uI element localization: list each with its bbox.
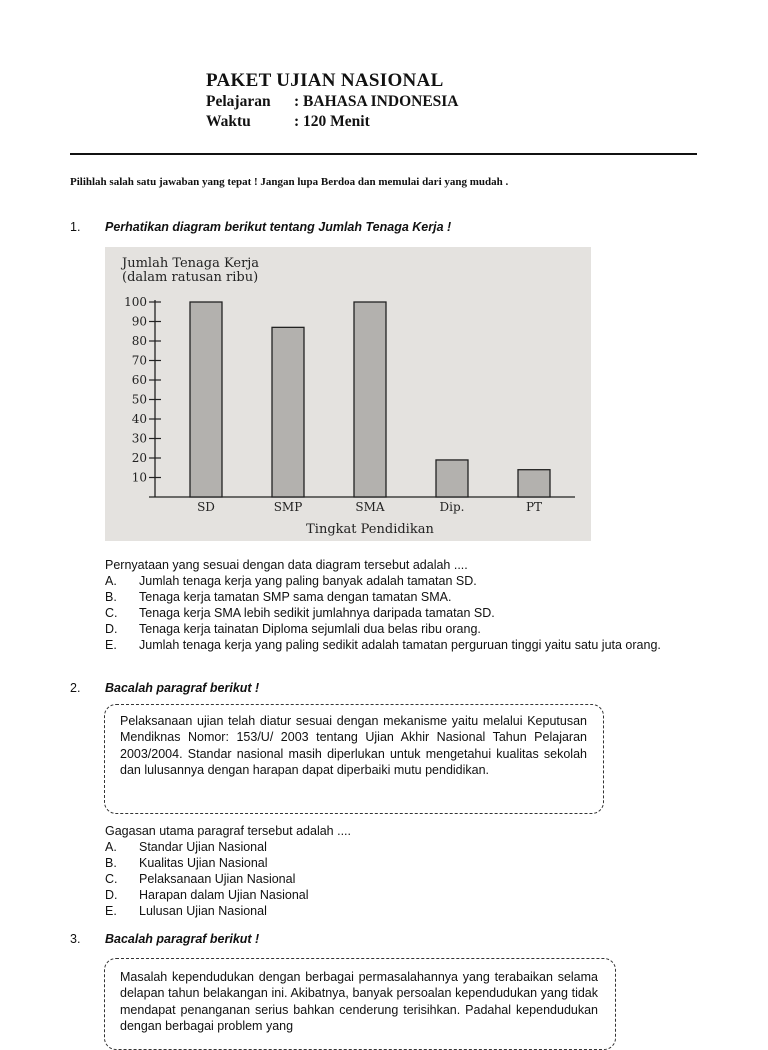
q2-paragraph: Pelaksanaan ujian telah diatur sesuai dengan mekanisme yaitu melalui Keputusan Mendiknas Nomor: 153/U/ 2003 tentang Ujian Akhir Nasional Tahun Pelajaran 2003/2004. Standar nasional masih diperlukan untuk mengetahui kualitas sekolah dan lulusannya dengan harapan dapat diperbaiki mutu pendidikan.	[120, 714, 587, 777]
q2-option-e[interactable]	[105, 903, 697, 919]
option-text: Kualitas Ujian Nasional	[139, 856, 268, 870]
option-letter: A.	[105, 574, 117, 588]
option-letter: C.	[105, 606, 118, 620]
time-value: : 120 Menit	[294, 113, 370, 130]
y-tick-label: 60	[131, 373, 147, 387]
time-key: Waktu	[206, 113, 251, 130]
q2-option-b[interactable]	[105, 855, 697, 871]
bar-chart	[105, 247, 591, 541]
x-tick-label: SD	[197, 500, 215, 514]
option-letter: D.	[105, 622, 118, 636]
bar-smp	[272, 327, 304, 497]
x-tick-label: SMP	[273, 500, 303, 514]
q1-option-a[interactable]	[105, 573, 697, 589]
q1-option-b[interactable]	[105, 589, 697, 605]
option-letter: D.	[105, 888, 118, 902]
y-tick-label: 10	[131, 470, 147, 485]
x-axis-label: Tingkat Pendidikan	[306, 522, 434, 537]
option-letter: E.	[105, 904, 117, 918]
option-letter: B.	[105, 590, 117, 604]
y-tick-label: 20	[131, 451, 147, 465]
instruction-text: Pilihlah salah satu jawaban yang tepat ! Jangan lupa Berdoa dan memulai dari yang mudah .	[70, 176, 509, 188]
option-text: Jumlah tenaga kerja yang paling sedikit adalah tamatan perguruan tinggi yaitu satu juta orang.	[139, 638, 661, 652]
option-letter: B.	[105, 856, 117, 870]
bar-dip	[436, 460, 468, 497]
q2-options	[105, 839, 697, 919]
bar-sma	[354, 302, 386, 497]
q3-paragraph: Masalah kependudukan dengan berbagai permasalahannya yang terabaikan selama delapan tahun belakangan ini. Akibatnya, banyak persoalan kependudukan yang tidak mendapat penanganan serius bahkan cenderung terisihkan. Padahal kependudukan dengan berbagai problem yang	[120, 970, 598, 1033]
q1-option-d[interactable]	[105, 621, 697, 637]
option-letter: A.	[105, 840, 117, 854]
q1-number: 1.	[70, 220, 81, 234]
bar-sd	[190, 302, 222, 497]
y-tick-label: 70	[131, 353, 147, 368]
chart-subtitle: (dalam ratusan ribu)	[122, 270, 259, 285]
option-text: Pelaksanaan Ujian Nasional	[139, 872, 296, 886]
option-text: Jumlah tenaga kerja yang paling banyak adalah tamatan SD.	[139, 574, 477, 588]
q3-number: 3.	[70, 932, 81, 946]
y-tick-label: 80	[131, 334, 147, 348]
y-tick-label: 100	[124, 295, 147, 309]
subject-value: : BAHASA INDONESIA	[294, 93, 459, 110]
q1-stem: Pernyataan yang sesuai dengan data diagram tersebut adalah ....	[105, 558, 468, 572]
subject-key: Pelajaran	[206, 93, 271, 110]
q2-prompt: Bacalah paragraf berikut !	[105, 681, 260, 695]
option-letter: E.	[105, 638, 117, 652]
q2-option-c[interactable]	[105, 871, 697, 887]
q1-option-c[interactable]	[105, 605, 697, 621]
q1-prompt: Perhatikan diagram berikut tentang Jumlah Tenaga Kerja !	[105, 220, 452, 234]
y-tick-label: 30	[131, 431, 147, 446]
time-row	[206, 112, 459, 132]
x-tick-label: SMA	[355, 500, 385, 514]
exam-header	[206, 70, 459, 132]
chart-title: Jumlah Tenaga Kerja	[122, 256, 260, 271]
x-tick-label: PT	[525, 500, 543, 514]
y-tick-label: 90	[131, 314, 147, 329]
bar-chart-figure	[105, 247, 591, 541]
q1-option-e[interactable]	[105, 637, 697, 653]
q2-option-d[interactable]	[105, 887, 697, 903]
header-divider	[70, 153, 697, 155]
bar-pt	[518, 470, 550, 497]
q2-option-a[interactable]	[105, 839, 697, 855]
option-text: Lulusan Ujian Nasional	[139, 904, 267, 918]
option-text: Tenaga kerja tamatan SMP sama dengan tamatan SMA.	[139, 590, 452, 604]
q2-stem: Gagasan utama paragraf tersebut adalah ....	[105, 824, 351, 838]
option-text: Tenaga kerja SMA lebih sedikit jumlahnya daripada tamatan SD.	[139, 606, 495, 620]
option-text: Harapan dalam Ujian Nasional	[139, 888, 309, 902]
subject-row	[206, 92, 459, 112]
q3-prompt: Bacalah paragraf berikut !	[105, 932, 260, 946]
q2-number: 2.	[70, 681, 81, 695]
option-letter: C.	[105, 872, 118, 886]
q1-options	[105, 573, 697, 653]
option-text: Tenaga kerja tainatan Diploma sejumlali dua belas ribu orang.	[139, 622, 481, 636]
y-tick-label: 40	[131, 412, 147, 426]
exam-title: PAKET UJIAN NASIONAL	[206, 70, 444, 91]
y-tick-label: 50	[131, 392, 147, 407]
x-tick-label: Dip.	[439, 500, 465, 514]
option-text: Standar Ujian Nasional	[139, 840, 267, 854]
